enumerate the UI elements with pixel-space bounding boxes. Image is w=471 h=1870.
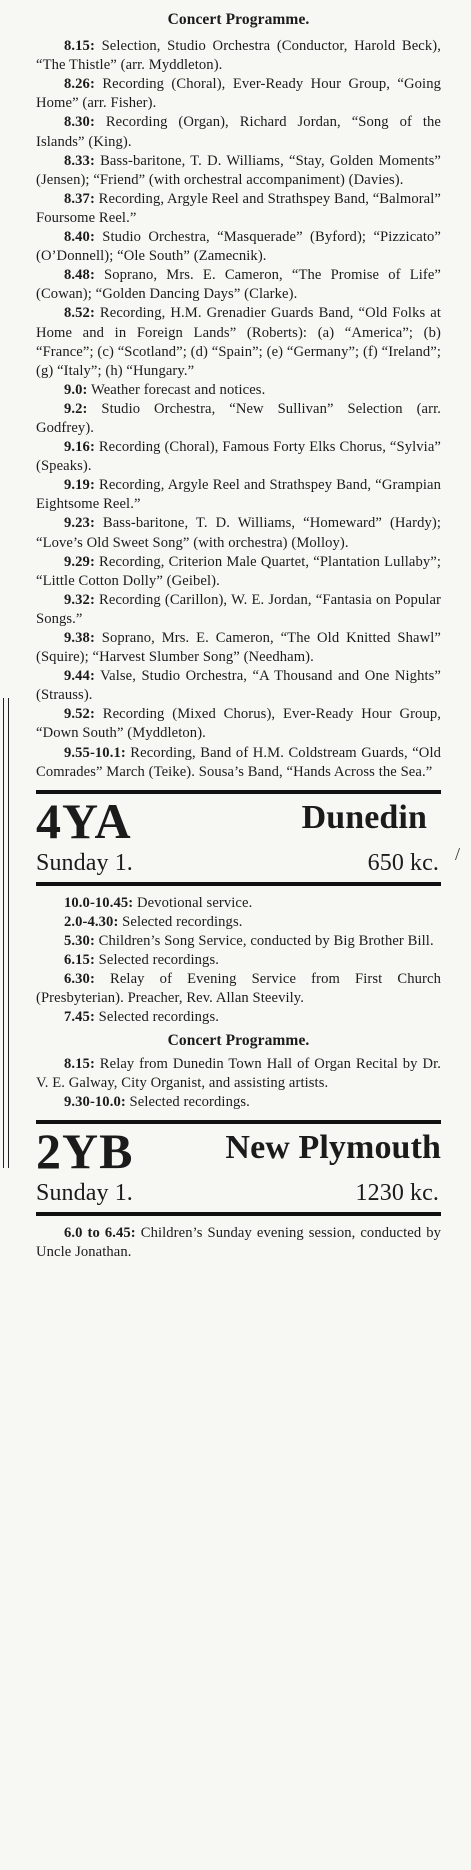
entry-time: 9.44: (64, 668, 95, 685)
programme-entry (36, 553, 441, 591)
entry-text: Recording (Choral), Famous Forty Elks Chorus, “Sylvia” (Speaks). (36, 439, 441, 475)
programme-entry (36, 1093, 441, 1112)
programme-entry (36, 744, 441, 782)
entry-time: 6.0 to 6.45: (64, 1224, 136, 1241)
entry-text: Studio Orchestra, “Masquerade” (Byford); “Pizzicato” (O’Donnell); “Ole South” (Zamecnik). (36, 229, 441, 265)
programme-entry (36, 476, 441, 514)
programme-column (36, 10, 441, 1262)
entry-text: Recording, Criterion Male Quartet, “Plantation Lullaby”; “Little Cotton Dolly” (Geibel). (36, 553, 441, 589)
entry-text: Recording (Organ), Richard Jordan, “Song of the Islands” (King). (36, 114, 441, 150)
entry-text: Studio Orchestra, “New Sullivan” Selection (arr. Godfrey). (36, 400, 441, 436)
station-city: New Plymouth (225, 1128, 441, 1166)
entry-text: Soprano, Mrs. E. Cameron, “The Old Knitted Shawl” (Squire); “Harvest Slumber Song” (Needham). (36, 630, 441, 666)
programme-entry (36, 75, 441, 113)
programme-entry (36, 667, 441, 705)
programme-entry (36, 591, 441, 629)
entry-time: 9.29: (64, 553, 95, 570)
programme-entry (36, 705, 441, 743)
programme-entry (36, 37, 441, 75)
concert-programme-heading: Concert Programme. (167, 11, 310, 28)
programme-entry (36, 381, 441, 400)
entry-text: Devotional service. (133, 894, 253, 911)
new-plymouth-programme (36, 1216, 441, 1262)
programme-list (36, 894, 441, 1028)
entry-text: Valse, Studio Orchestra, “A Thousand and One Nights” (Strauss). (36, 668, 441, 704)
station-banner-2yb (36, 1120, 441, 1216)
entry-text: Children’s Sunday evening session, conducted by Uncle Jonathan. (36, 1224, 441, 1260)
station-city: Dunedin (301, 798, 427, 836)
entry-time: 8.33: (64, 152, 95, 169)
entry-time: 9.55-10.1: (64, 744, 126, 761)
entry-text: Recording (Choral), Ever-Ready Hour Group, “Going Home” (arr. Fisher). (36, 76, 441, 112)
programme-entry (36, 894, 441, 913)
entry-time: 9.19: (64, 477, 95, 494)
entry-time: 9.16: (64, 439, 95, 456)
station-banner-4ya (36, 790, 441, 886)
entry-time: 9.30-10.0: (64, 1093, 126, 1110)
entry-time: 8.48: (64, 267, 95, 284)
programme-entry (36, 400, 441, 438)
entry-text: Selected recordings. (94, 1009, 219, 1026)
entry-time: 9.23: (64, 515, 95, 532)
programme-entry (36, 113, 441, 151)
programme-entry (36, 913, 441, 932)
station-frequency: 650 kc. (367, 849, 439, 876)
entry-text: Selection, Studio Orchestra (Conductor, Harold Beck), “The Thistle” (arr. Myddleton). (36, 38, 441, 74)
entry-time: 8.15: (64, 1055, 95, 1072)
entry-text: Selected recordings. (118, 913, 243, 930)
entry-text: Recording, Argyle Reel and Strathspey Band, “Balmoral” Foursome Reel.” (36, 190, 441, 226)
entry-time: 9.38: (64, 630, 95, 646)
entry-text: Selected recordings. (125, 1093, 250, 1110)
dunedin-programme (36, 886, 441, 1112)
entry-text: Recording, H.M. Grenadier Guards Band, “Old Folks at Home and in Foreign Lands” (Roberts): (a) “America”; (b) “France”; (c) “Scotland”; (d) “Spain”; (e) “Germany”; (f) “Ireland”; (g) “Italy”; (h) “Hungary.” (36, 305, 441, 379)
entry-text: Recording, Argyle Reel and Strathspey Band, “Grampian Eightsome Reel.” (36, 477, 441, 513)
programme-entry (36, 1008, 441, 1027)
concert-programme-heading: Concert Programme. (167, 1032, 310, 1050)
entry-time: 9.2: (64, 400, 88, 417)
entry-time: 8.52: (64, 305, 95, 322)
entry-text: Bass-baritone, T. D. Williams, “Homeward” (Hardy); “Love’s Old Sweet Song” (with orchestra) (Molloy). (36, 515, 441, 551)
entry-time: 8.37: (64, 190, 95, 207)
programme-entry (36, 190, 441, 228)
pencil-mark: / (455, 844, 461, 864)
programme-list (36, 1055, 441, 1112)
station-day: Sunday 1. (36, 849, 133, 876)
entry-text: Selected recordings. (94, 952, 219, 969)
station-frequency: 1230 kc. (355, 1179, 439, 1206)
programme-entry (36, 304, 441, 380)
entry-time: 8.26: (64, 76, 95, 93)
entry-time: 9.32: (64, 591, 95, 608)
programme-entry (36, 438, 441, 476)
entry-text: Soprano, Mrs. E. Cameron, “The Promise of Life” (Cowan); “Golden Dancing Days” (Clarke). (36, 267, 441, 303)
station-day: Sunday 1. (36, 1179, 133, 1206)
entry-time: 6.15: (64, 952, 95, 969)
entry-text: Recording (Carillon), W. E. Jordan, “Fantasia on Popular Songs.” (36, 591, 441, 627)
entry-time: 8.15: (64, 38, 95, 55)
programme-entry (36, 266, 441, 304)
programme-entry (36, 152, 441, 190)
entry-time: 5.30: (64, 932, 95, 949)
programme-list (36, 37, 441, 782)
entry-time: 7.45: (64, 1009, 95, 1026)
programme-entry (36, 970, 441, 1008)
station-code: 4YA (36, 792, 132, 849)
entry-text: Bass-baritone, T. D. Williams, “Stay, Golden Moments” (Jensen); “Friend” (with orchestral accompaniment) (Davies). (36, 152, 441, 188)
programme-entry (36, 514, 441, 552)
entry-text: Relay of Evening Service from First Church (Presbyterian). Preacher, Rev. Allan Steevily. (36, 971, 441, 1007)
programme-entry (36, 1224, 441, 1262)
entry-time: 9.0: (64, 381, 88, 398)
entry-time: 10.0-10.45: (64, 894, 134, 911)
entry-text: Recording (Mixed Chorus), Ever-Ready Hour Group, “Down South” (Myddleton). (36, 706, 441, 742)
programme-list (36, 1224, 441, 1262)
programme-entry (36, 951, 441, 970)
entry-time: 9.52: (64, 706, 95, 723)
station-code: 2YB (36, 1122, 134, 1179)
programme-entry (36, 629, 441, 667)
entry-time: 8.40: (64, 229, 95, 246)
programme-entry (36, 1055, 441, 1093)
entry-text: Relay from Dunedin Town Hall of Organ Recital by Dr. V. E. Galway, City Organist, and assisting artists. (36, 1055, 441, 1091)
entry-text: Recording, Band of H.M. Coldstream Guards, “Old Comrades” March (Teike). Sousa’s Band, “Hands Across the Sea.” (36, 744, 441, 780)
column-rule (3, 698, 9, 1168)
entry-time: 2.0-4.30: (64, 913, 119, 930)
entry-text: Weather forecast and notices. (87, 381, 266, 398)
entry-text: Children’s Song Service, conducted by Big Brother Bill. (94, 932, 434, 949)
programme-entry (36, 228, 441, 266)
entry-time: 6.30: (64, 971, 95, 988)
programme-entry (36, 932, 441, 951)
entry-time: 8.30: (64, 114, 95, 131)
